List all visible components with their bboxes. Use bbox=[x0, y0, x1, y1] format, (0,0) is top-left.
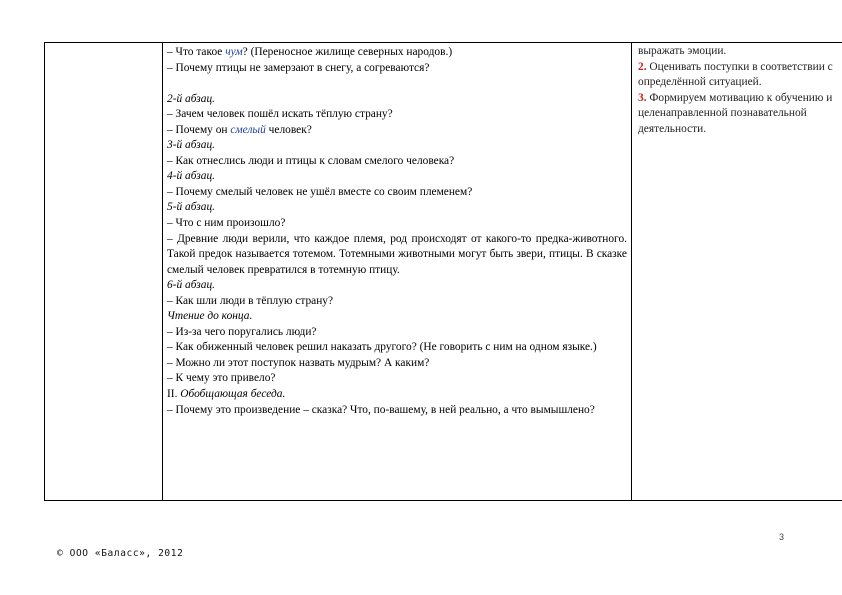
term-brave: смелый bbox=[230, 123, 266, 136]
question-why-man: – Зачем человек пошёл искать тёплую страну? bbox=[167, 108, 393, 121]
question-wise: – Можно ли этот поступок назвать мудрым? А каким? bbox=[167, 356, 430, 369]
copyright-footer: © ООО «Баласс», 2012 bbox=[57, 548, 184, 559]
paragraph-3-heading: 3-й абзац. bbox=[167, 139, 215, 152]
spacer bbox=[167, 76, 627, 92]
stage-cell bbox=[45, 43, 163, 501]
outcome-1: выражать эмоции. bbox=[638, 45, 727, 57]
question-punish: – Как обиженный человек решил наказать другого? (Не говорить с ним на одном языке.) bbox=[167, 341, 597, 354]
term-chum: чум bbox=[225, 46, 243, 58]
question-tale: – Почему это произведение – сказка? Что, по-вашему, в ней реально, а что вымышлено? bbox=[167, 403, 595, 416]
page-number: 3 bbox=[779, 532, 785, 542]
question-happened: – Что с ним произошло? bbox=[167, 217, 286, 230]
outcome-2: 2. Оценивать поступки в соответствии с определённой ситуацией. bbox=[638, 60, 833, 89]
question-walked: – Как шли люди в тёплую страну? bbox=[167, 294, 334, 307]
totem-explanation: – Древние люди верили, что каждое племя, род происходят от какого-то предка-животного. Такой предок называется тотемом. Тотемными животными могут быть звери, птицы. В сказке смелый человек превратился в тотемную птицу. bbox=[167, 232, 627, 276]
question-not-go: – Почему смелый человек не ушёл вместе со своим племенем? bbox=[167, 185, 473, 198]
outcome-2-number: 2. bbox=[638, 60, 647, 73]
paragraph-2-heading: 2-й абзац. bbox=[167, 92, 215, 105]
table-row bbox=[45, 43, 842, 501]
outcome-3: 3. Формируем мотивацию к обучению и целенаправленной познавательной деятельности. bbox=[638, 91, 833, 135]
paragraph-5-heading: 5-й абзац. bbox=[167, 201, 215, 214]
reading-instruction: Чтение до конца. bbox=[167, 310, 253, 323]
question-people: – Как отнеслись люди и птицы к словам смелого человека? bbox=[167, 154, 455, 167]
question-quarrel: – Из-за чего поругались люди? bbox=[167, 325, 317, 338]
question-led: – К чему это привело? bbox=[167, 372, 276, 385]
paragraph-6-heading: 6-й абзац. bbox=[167, 279, 215, 292]
outcomes-cell bbox=[632, 43, 842, 501]
question-brave: – Почему он смелый человек? bbox=[167, 123, 312, 136]
lesson-content-cell bbox=[163, 43, 632, 501]
lesson-table bbox=[44, 42, 842, 501]
outcome-3-number: 3. bbox=[638, 91, 647, 104]
question-chum: – Что такое чум? (Переносное жилище северных народов.) bbox=[167, 46, 453, 58]
paragraph-4-heading: 4-й абзац. bbox=[167, 170, 215, 183]
section-2-heading: II. Обобщающая беседа. bbox=[167, 388, 286, 401]
question-birds: – Почему птицы не замерзают в снегу, а согреваются? bbox=[167, 61, 430, 74]
